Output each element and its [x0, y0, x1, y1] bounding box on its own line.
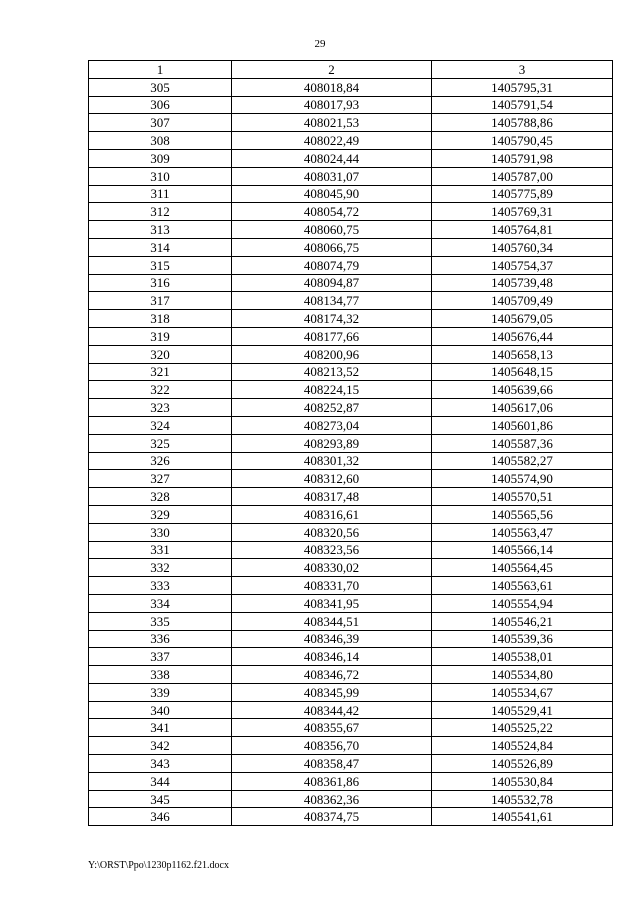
y-coordinate-cell: 1405564,45: [432, 559, 613, 577]
y-coordinate-cell: 1405565,56: [432, 505, 613, 523]
y-coordinate-cell: 1405790,45: [432, 132, 613, 150]
y-coordinate-cell: 1405534,80: [432, 666, 613, 684]
x-coordinate-cell: 408341,95: [232, 594, 432, 612]
y-coordinate-cell: 1405617,06: [432, 399, 613, 417]
table-row: [89, 559, 613, 577]
y-coordinate-cell: 1405769,31: [432, 203, 613, 221]
table-row: [89, 96, 613, 114]
coordinates-table: [88, 60, 613, 826]
point-number-cell: 331: [89, 541, 232, 559]
point-number-cell: 336: [89, 630, 232, 648]
x-coordinate-cell: 408301,32: [232, 452, 432, 470]
footer-file-path: Y:\ORST\Ppo\1230p1162.f21.docx: [88, 860, 229, 871]
table-row: [89, 790, 613, 808]
point-number-cell: 332: [89, 559, 232, 577]
x-coordinate-cell: 408273,04: [232, 416, 432, 434]
table-row: [89, 381, 613, 399]
table-row: [89, 701, 613, 719]
x-coordinate-cell: 408177,66: [232, 327, 432, 345]
x-coordinate-cell: 408330,02: [232, 559, 432, 577]
point-number-cell: 341: [89, 719, 232, 737]
table-row: [89, 808, 613, 826]
table-row: [89, 541, 613, 559]
x-coordinate-cell: 408018,84: [232, 78, 432, 96]
table-row: [89, 470, 613, 488]
point-number-cell: 308: [89, 132, 232, 150]
point-number-cell: 305: [89, 78, 232, 96]
x-coordinate-cell: 408316,61: [232, 505, 432, 523]
point-number-cell: 343: [89, 755, 232, 773]
y-coordinate-cell: 1405679,05: [432, 310, 613, 328]
x-coordinate-cell: 408017,93: [232, 96, 432, 114]
y-coordinate-cell: 1405539,36: [432, 630, 613, 648]
x-coordinate-cell: 408355,67: [232, 719, 432, 737]
point-number-cell: 324: [89, 416, 232, 434]
table-body: [89, 78, 613, 825]
point-number-cell: 320: [89, 345, 232, 363]
x-coordinate-cell: 408074,79: [232, 256, 432, 274]
x-coordinate-cell: 408031,07: [232, 167, 432, 185]
point-number-cell: 323: [89, 399, 232, 417]
x-coordinate-cell: 408358,47: [232, 755, 432, 773]
point-number-cell: 318: [89, 310, 232, 328]
table-row: [89, 363, 613, 381]
y-coordinate-cell: 1405787,00: [432, 167, 613, 185]
x-coordinate-cell: 408024,44: [232, 149, 432, 167]
y-coordinate-cell: 1405525,22: [432, 719, 613, 737]
x-coordinate-cell: 408200,96: [232, 345, 432, 363]
x-coordinate-cell: 408213,52: [232, 363, 432, 381]
y-coordinate-cell: 1405538,01: [432, 648, 613, 666]
y-coordinate-cell: 1405676,44: [432, 327, 613, 345]
x-coordinate-cell: 408252,87: [232, 399, 432, 417]
point-number-cell: 326: [89, 452, 232, 470]
point-number-cell: 339: [89, 683, 232, 701]
y-coordinate-cell: 1405541,61: [432, 808, 613, 826]
table-row: [89, 737, 613, 755]
table-row: [89, 256, 613, 274]
table-row: [89, 683, 613, 701]
y-coordinate-cell: 1405709,49: [432, 292, 613, 310]
point-number-cell: 328: [89, 488, 232, 506]
y-coordinate-cell: 1405648,15: [432, 363, 613, 381]
y-coordinate-cell: 1405587,36: [432, 434, 613, 452]
x-coordinate-cell: 408224,15: [232, 381, 432, 399]
column-header: 3: [432, 61, 613, 79]
y-coordinate-cell: 1405791,98: [432, 149, 613, 167]
point-number-cell: 345: [89, 790, 232, 808]
y-coordinate-cell: 1405764,81: [432, 221, 613, 239]
table-row: [89, 488, 613, 506]
point-number-cell: 313: [89, 221, 232, 239]
point-number-cell: 346: [89, 808, 232, 826]
x-coordinate-cell: 408362,36: [232, 790, 432, 808]
x-coordinate-cell: 408344,42: [232, 701, 432, 719]
point-number-cell: 338: [89, 666, 232, 684]
point-number-cell: 311: [89, 185, 232, 203]
y-coordinate-cell: 1405530,84: [432, 772, 613, 790]
table-row: [89, 612, 613, 630]
point-number-cell: 322: [89, 381, 232, 399]
table-row: [89, 149, 613, 167]
table-row: [89, 345, 613, 363]
page-number: 29: [314, 38, 326, 50]
point-number-cell: 309: [89, 149, 232, 167]
x-coordinate-cell: 408344,51: [232, 612, 432, 630]
x-coordinate-cell: 408054,72: [232, 203, 432, 221]
y-coordinate-cell: 1405570,51: [432, 488, 613, 506]
table-row: [89, 630, 613, 648]
table-row: [89, 132, 613, 150]
x-coordinate-cell: 408331,70: [232, 577, 432, 595]
y-coordinate-cell: 1405566,14: [432, 541, 613, 559]
y-coordinate-cell: 1405532,78: [432, 790, 613, 808]
point-number-cell: 334: [89, 594, 232, 612]
point-number-cell: 330: [89, 523, 232, 541]
y-coordinate-cell: 1405739,48: [432, 274, 613, 292]
y-coordinate-cell: 1405526,89: [432, 755, 613, 773]
table-row: [89, 167, 613, 185]
point-number-cell: 307: [89, 114, 232, 132]
table-row: [89, 292, 613, 310]
table-row: [89, 416, 613, 434]
x-coordinate-cell: 408022,49: [232, 132, 432, 150]
point-number-cell: 316: [89, 274, 232, 292]
point-number-cell: 317: [89, 292, 232, 310]
table-row: [89, 772, 613, 790]
table-row: [89, 594, 613, 612]
y-coordinate-cell: 1405791,54: [432, 96, 613, 114]
x-coordinate-cell: 408345,99: [232, 683, 432, 701]
table-row: [89, 274, 613, 292]
table-row: [89, 203, 613, 221]
table-row: [89, 221, 613, 239]
x-coordinate-cell: 408174,32: [232, 310, 432, 328]
table-row: [89, 505, 613, 523]
x-coordinate-cell: 408346,72: [232, 666, 432, 684]
table-row: [89, 666, 613, 684]
y-coordinate-cell: 1405601,86: [432, 416, 613, 434]
table-row: [89, 78, 613, 96]
point-number-cell: 315: [89, 256, 232, 274]
table-row: [89, 577, 613, 595]
x-coordinate-cell: 408346,14: [232, 648, 432, 666]
table-row: [89, 238, 613, 256]
y-coordinate-cell: 1405534,67: [432, 683, 613, 701]
table-row: [89, 523, 613, 541]
x-coordinate-cell: 408361,86: [232, 772, 432, 790]
y-coordinate-cell: 1405760,34: [432, 238, 613, 256]
point-number-cell: 342: [89, 737, 232, 755]
y-coordinate-cell: 1405795,31: [432, 78, 613, 96]
y-coordinate-cell: 1405574,90: [432, 470, 613, 488]
x-coordinate-cell: 408356,70: [232, 737, 432, 755]
x-coordinate-cell: 408134,77: [232, 292, 432, 310]
point-number-cell: 340: [89, 701, 232, 719]
table-row: [89, 310, 613, 328]
x-coordinate-cell: 408320,56: [232, 523, 432, 541]
y-coordinate-cell: 1405658,13: [432, 345, 613, 363]
y-coordinate-cell: 1405546,21: [432, 612, 613, 630]
y-coordinate-cell: 1405639,66: [432, 381, 613, 399]
x-coordinate-cell: 408293,89: [232, 434, 432, 452]
table-row: [89, 327, 613, 345]
x-coordinate-cell: 408312,60: [232, 470, 432, 488]
y-coordinate-cell: 1405582,27: [432, 452, 613, 470]
y-coordinate-cell: 1405563,61: [432, 577, 613, 595]
point-number-cell: 325: [89, 434, 232, 452]
x-coordinate-cell: 408374,75: [232, 808, 432, 826]
y-coordinate-cell: 1405775,89: [432, 185, 613, 203]
column-header: 2: [232, 61, 432, 79]
point-number-cell: 312: [89, 203, 232, 221]
table-row: [89, 114, 613, 132]
point-number-cell: 327: [89, 470, 232, 488]
table-row: [89, 719, 613, 737]
point-number-cell: 333: [89, 577, 232, 595]
table-row: [89, 755, 613, 773]
x-coordinate-cell: 408060,75: [232, 221, 432, 239]
y-coordinate-cell: 1405529,41: [432, 701, 613, 719]
point-number-cell: 329: [89, 505, 232, 523]
point-number-cell: 306: [89, 96, 232, 114]
point-number-cell: 321: [89, 363, 232, 381]
table-header-row: [89, 61, 613, 79]
point-number-cell: 337: [89, 648, 232, 666]
point-number-cell: 314: [89, 238, 232, 256]
table-row: [89, 648, 613, 666]
table-row: [89, 185, 613, 203]
x-coordinate-cell: 408094,87: [232, 274, 432, 292]
y-coordinate-cell: 1405563,47: [432, 523, 613, 541]
table-row: [89, 452, 613, 470]
y-coordinate-cell: 1405754,37: [432, 256, 613, 274]
x-coordinate-cell: 408323,56: [232, 541, 432, 559]
point-number-cell: 344: [89, 772, 232, 790]
column-header: 1: [89, 61, 232, 79]
point-number-cell: 310: [89, 167, 232, 185]
x-coordinate-cell: 408021,53: [232, 114, 432, 132]
y-coordinate-cell: 1405788,86: [432, 114, 613, 132]
y-coordinate-cell: 1405554,94: [432, 594, 613, 612]
x-coordinate-cell: 408066,75: [232, 238, 432, 256]
x-coordinate-cell: 408346,39: [232, 630, 432, 648]
point-number-cell: 319: [89, 327, 232, 345]
point-number-cell: 335: [89, 612, 232, 630]
x-coordinate-cell: 408045,90: [232, 185, 432, 203]
table-row: [89, 434, 613, 452]
x-coordinate-cell: 408317,48: [232, 488, 432, 506]
table-row: [89, 399, 613, 417]
y-coordinate-cell: 1405524,84: [432, 737, 613, 755]
